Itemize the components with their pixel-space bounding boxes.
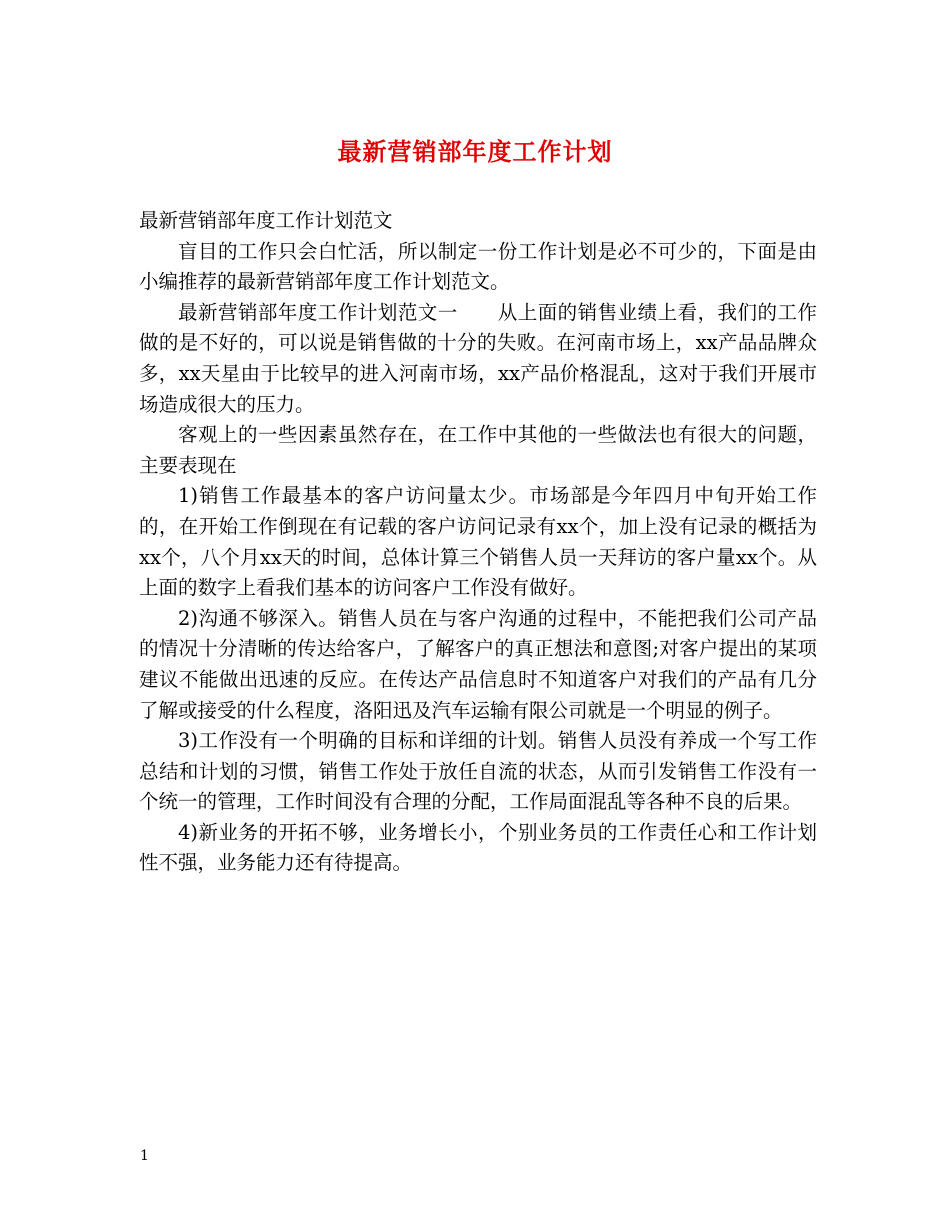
document-body bbox=[139, 206, 817, 879]
document-title: 最新营销部年度工作计划 bbox=[337, 138, 613, 166]
page-number: 1 bbox=[140, 1148, 149, 1164]
issue-1-paragraph: 1)销售工作最基本的客户访问量太少。市场部是今年四月中旬开始工作的，在开始工作倒现在有记载的客户访问记录有xx个，加上没有记录的概括为xx个，八个月xx天的时间，总体计算三个销售人员一天拜访的客户量xx个。从上面的数字上看我们基本的访问客户工作没有做好。 bbox=[139, 484, 817, 600]
issues-intro-paragraph: 客观上的一些因素虽然存在，在工作中其他的一些做法也有很大的问题，主要表现在 bbox=[139, 423, 817, 477]
issue-2-paragraph: 2)沟通不够深入。销售人员在与客户沟通的过程中，不能把我们公司产品的情况十分清晰的传达给客户，了解客户的真正想法和意图;对客户提出的某项建议不能做出迅速的反应。在传达产品信息时不知道客户对我们的产品有几分了解或接受的什么程度，洛阳迅及汽车运输有限公司就是一个明显的例子。 bbox=[139, 606, 817, 722]
sample-one-paragraph: 最新营销部年度工作计划范文一 从上面的销售业绩上看，我们的工作做的是不好的，可以说是销售做的十分的失败。在河南市场上，xx产品品牌众多，xx天星由于比较早的进入河南市场，xx产品价格混乱，这对于我们开展市场造成很大的压力。 bbox=[139, 300, 817, 416]
subtitle-paragraph: 最新营销部年度工作计划范文 bbox=[139, 209, 393, 232]
issue-3-paragraph: 3)工作没有一个明确的目标和详细的计划。销售人员没有养成一个写工作总结和计划的习惯，销售工作处于放任自流的状态，从而引发销售工作没有一个统一的管理，工作时间没有合理的分配，工作局面混乱等各种不良的后果。 bbox=[139, 729, 817, 814]
intro-paragraph: 盲目的工作只会白忙活，所以制定一份工作计划是必不可少的，下面是由小编推荐的最新营销部年度工作计划范文。 bbox=[139, 239, 817, 294]
issue-4-paragraph: 4)新业务的开拓不够，业务增长小，个别业务员的工作责任心和工作计划性不强，业务能力还有待提高。 bbox=[139, 820, 817, 875]
